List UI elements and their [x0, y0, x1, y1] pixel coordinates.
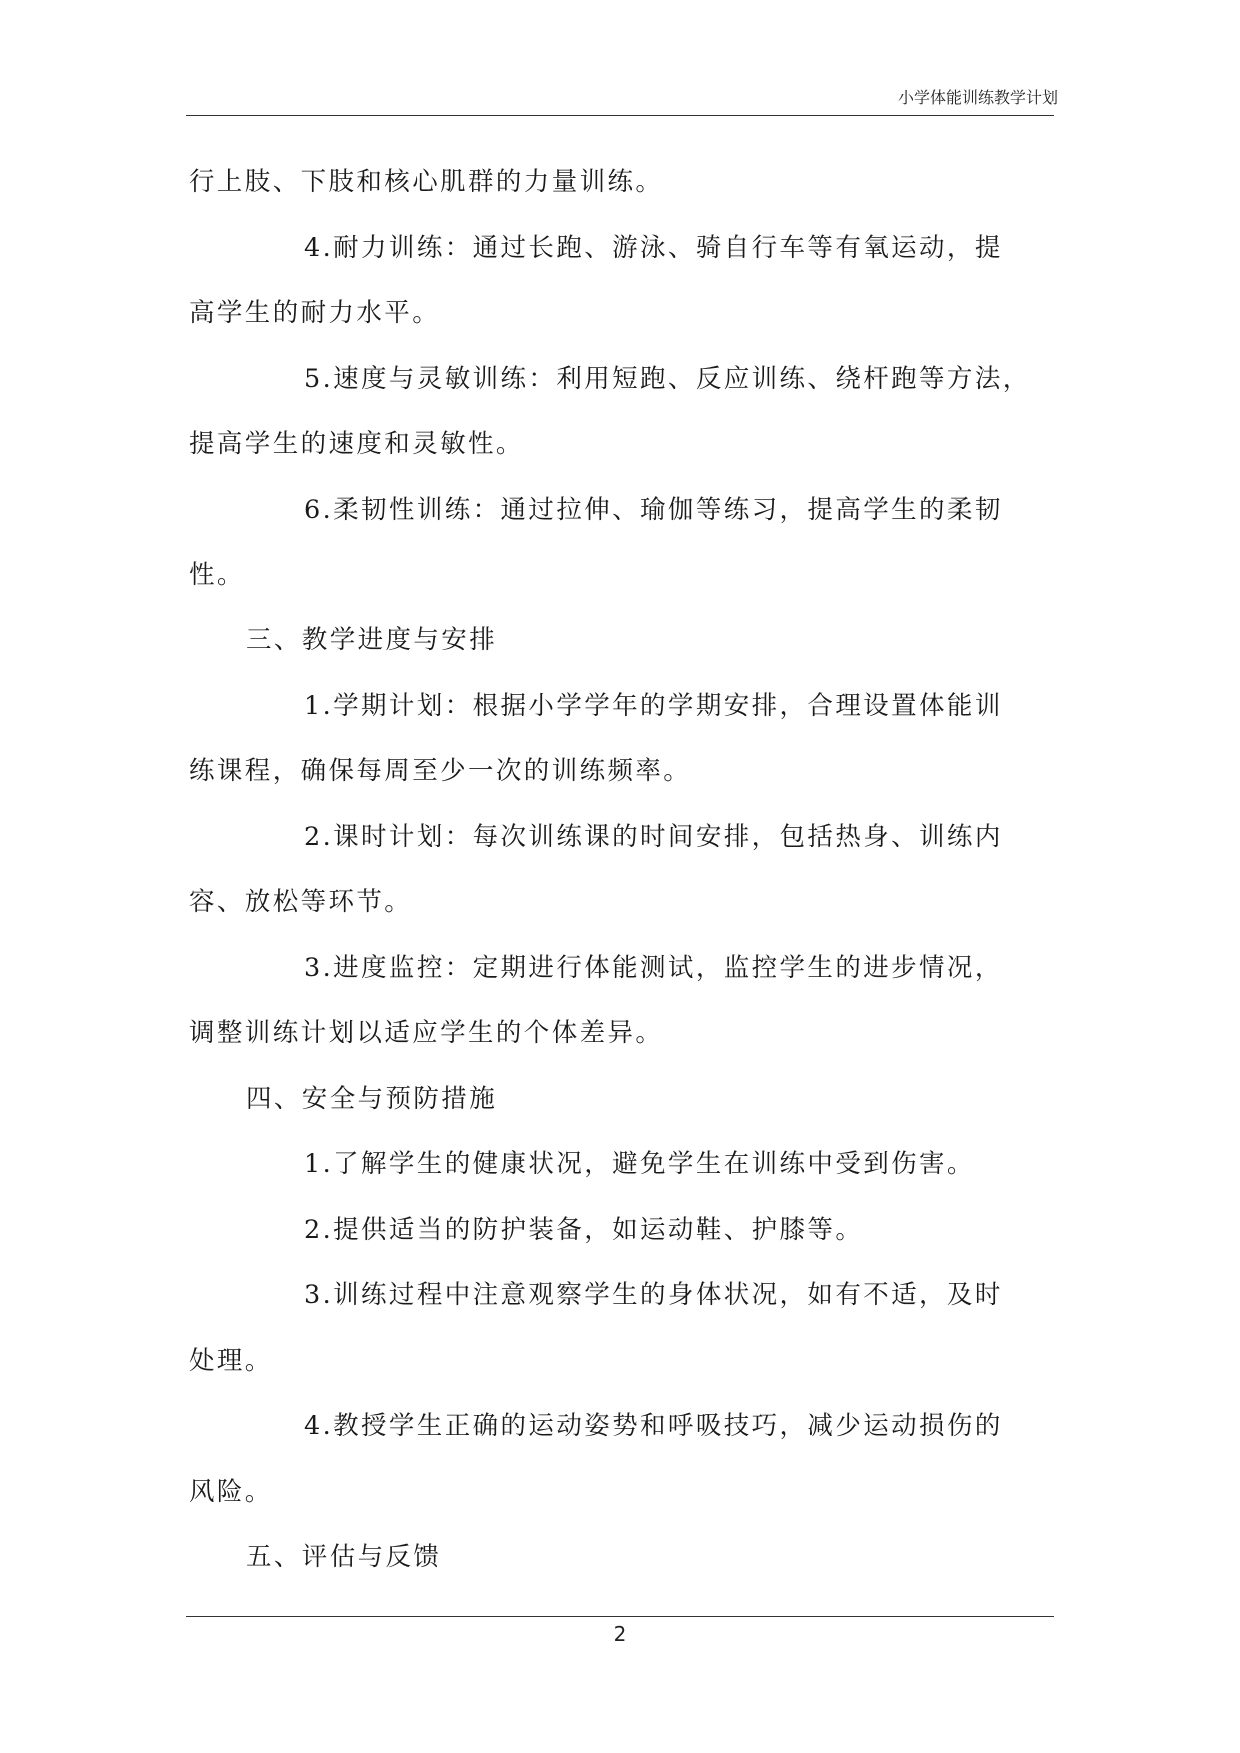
- text-line: 提高学生的速度和灵敏性。: [189, 429, 524, 459]
- footer-rule: [186, 1616, 1054, 1617]
- header-rule: [186, 115, 1054, 116]
- text-line: 3.训练过程中注意观察学生的身体状况，如有不适，及时: [304, 1280, 1003, 1310]
- page-number: 2: [613, 1622, 627, 1646]
- header-title: 小学体能训练教学计划: [897, 88, 1058, 107]
- text-line: 容、放松等环节。: [189, 887, 413, 917]
- text-line: 1.了解学生的健康状况，避免学生在训练中受到伤害。: [304, 1149, 975, 1179]
- text-line: 高学生的耐力水平。: [189, 298, 441, 328]
- section-heading: 五、评估与反馈: [246, 1542, 442, 1572]
- section-heading: 四、安全与预防措施: [246, 1084, 498, 1114]
- text-line: 性。: [189, 560, 245, 590]
- text-line: 调整训练计划以适应学生的个体差异。: [189, 1018, 664, 1048]
- text-line: 风险。: [189, 1477, 273, 1507]
- text-line: 2.提供适当的防护装备，如运动鞋、护膝等。: [304, 1215, 864, 1245]
- text-line: 3.进度监控：定期进行体能测试，监控学生的进步情况，: [304, 953, 1003, 983]
- text-line: 行上肢、下肢和核心肌群的力量训练。: [189, 167, 664, 197]
- section-heading: 三、教学进度与安排: [246, 625, 498, 655]
- text-line: 4.教授学生正确的运动姿势和呼吸技巧，减少运动损伤的: [304, 1411, 1003, 1441]
- text-line: 4.耐力训练：通过长跑、游泳、骑自行车等有氧运动，提: [304, 233, 1003, 263]
- text-line: 1.学期计划：根据小学学年的学期安排，合理设置体能训: [304, 691, 1003, 721]
- text-line: 2.课时计划：每次训练课的时间安排，包括热身、训练内: [304, 822, 1003, 852]
- text-line: 5.速度与灵敏训练：利用短跑、反应训练、绕杆跑等方法，: [304, 364, 1031, 394]
- text-line: 处理。: [189, 1346, 273, 1376]
- text-line: 练课程，确保每周至少一次的训练频率。: [189, 756, 692, 786]
- text-line: 6.柔韧性训练：通过拉伸、瑜伽等练习，提高学生的柔韧: [304, 495, 1003, 525]
